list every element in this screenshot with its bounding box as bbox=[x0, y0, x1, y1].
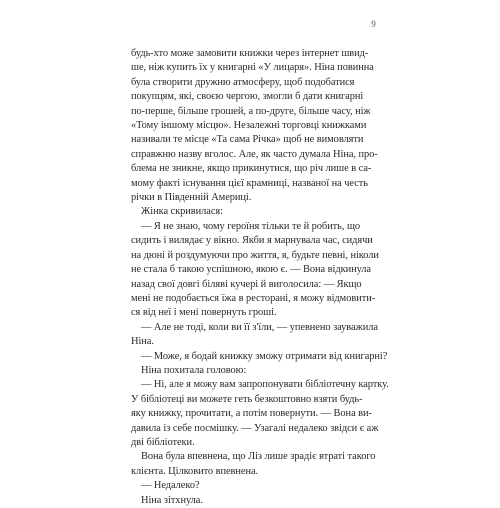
text-line: ся від неї і мені повернуть гроші. bbox=[131, 307, 277, 319]
text-line: блема не зникне, якщо прикинутися, що річ лише в са- bbox=[131, 163, 372, 175]
page-number: 9 bbox=[371, 19, 376, 29]
text-line: — Але не тоді, коли ви її з'їли, — упевнено зауважила bbox=[141, 321, 378, 333]
text-line: Ніна зітхнула. bbox=[141, 494, 203, 506]
text-line: яку книжку, прочитати, а потім повернути. — Вона ви- bbox=[131, 408, 372, 420]
text-line: — Ні, але я можу вам запропонувати бібліотечну картку. bbox=[141, 379, 389, 391]
text-line: Ніна похитала головою: bbox=[141, 364, 247, 376]
text-line: дві бібліотеки. bbox=[131, 436, 195, 448]
text-line: назад свої довгі біляві кучері й виголосила: — Якщо bbox=[131, 278, 362, 290]
text-line: на дюні й роздумуючи про життя, я, будьте певні, ніколи bbox=[131, 249, 379, 261]
text-line: називали те місце «Та сама Річка» щоб не вимовляти bbox=[131, 134, 364, 146]
text-line: давила із себе посмішку. — Узагалі недалеко звідси є аж bbox=[131, 422, 379, 434]
text-line: клієнта. Цілковито впевнена. bbox=[131, 465, 259, 477]
text-line: У бібліотеці ви можете геть безкоштовно взяти будь- bbox=[131, 393, 363, 405]
text-line: покупцям, які, своєю чергою, змогли б дати книгарні bbox=[131, 91, 364, 103]
text-line: Вона була впевнена, що Ліз лише зрадіє втраті такого bbox=[141, 451, 376, 463]
text-line: мому факті існування цієї крамниці, названої на честь bbox=[131, 177, 368, 189]
text-line: — Я не знаю, чому героїня тільки те й робить, що bbox=[141, 220, 361, 232]
text-line: справжню назву вголос. Але, як часто думала Ніна, про- bbox=[131, 148, 378, 160]
text-line: «Тому іншому місцю». Незалежні торговці книжками bbox=[131, 120, 367, 132]
text-line: Ніна. bbox=[131, 336, 154, 348]
text-line: будь-хто може замовити книжки через інтернет швид- bbox=[131, 48, 369, 59]
text-line: — Недалеко? bbox=[141, 480, 200, 492]
body-text bbox=[131, 47, 389, 508]
text-line: сидить і вилядає у вікно. Якби я марнувала час, сидячи bbox=[131, 235, 373, 247]
text-line: по-перше, більше грошей, а по-друге, більше часу, ніж bbox=[131, 105, 371, 117]
text-line: була створити дружню атмосферу, щоб подобатися bbox=[131, 76, 355, 88]
text-line: ше, ніж купить їх у книгарні «У лицаря». Ніна повинна bbox=[131, 62, 374, 74]
text-line: мені не подобається їжа в ресторані, я можу відмовити- bbox=[131, 292, 376, 304]
text-line: Жінка скривилася: bbox=[141, 206, 223, 218]
text-line: — Може, я бодай книжку зможу отримати від книгарні? bbox=[141, 350, 388, 362]
text-line: не стала б такою успішною, якою є. — Вона відкинула bbox=[131, 264, 371, 276]
text-line: річки в Південній Америці. bbox=[131, 192, 252, 204]
